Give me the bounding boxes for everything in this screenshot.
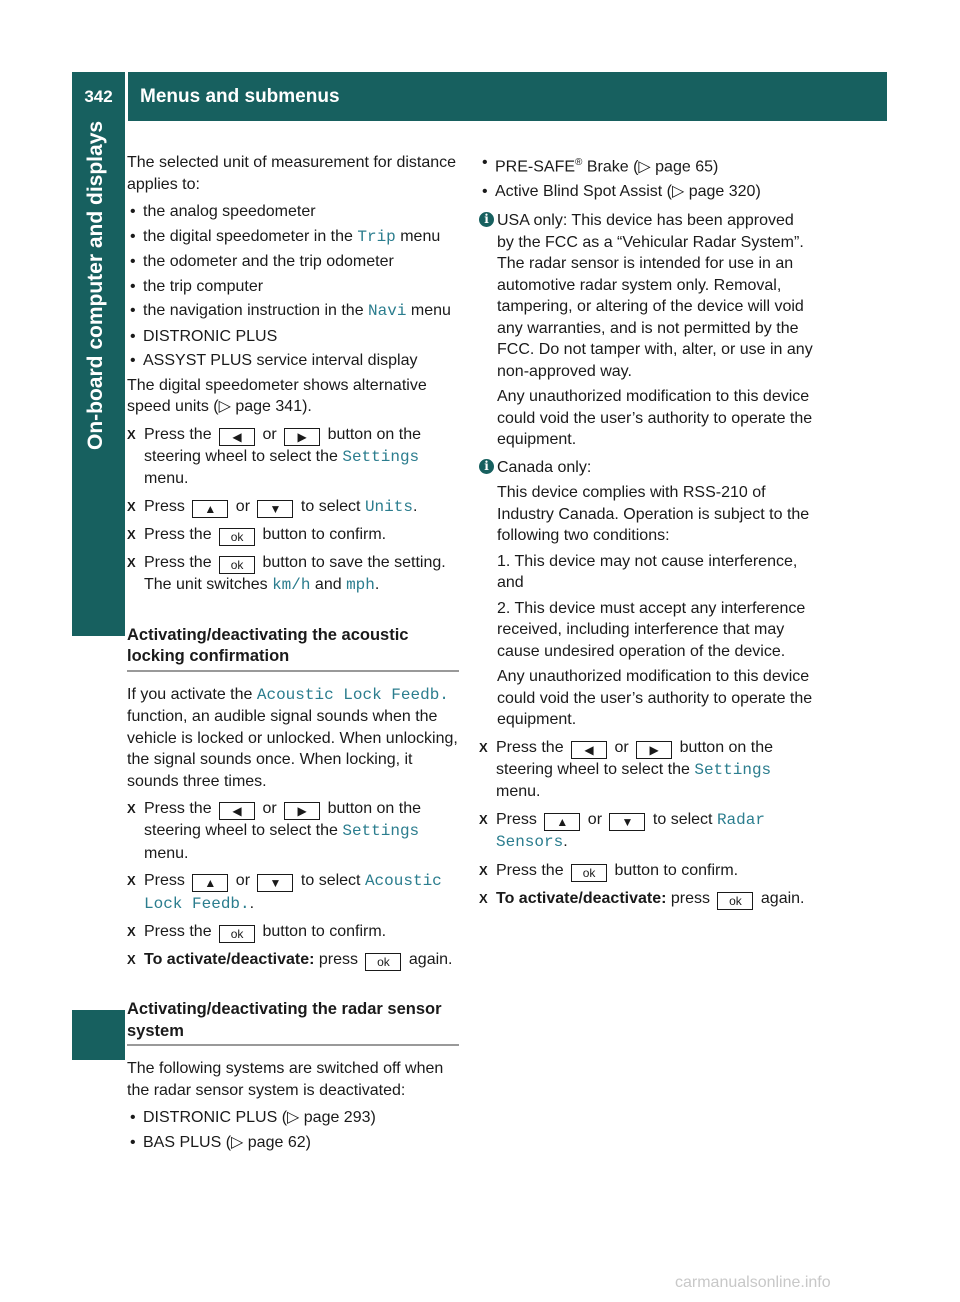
instruction-step: X To activate/deactivate: press ok again.	[479, 889, 805, 908]
section-side-tab	[72, 121, 125, 636]
step-arrow-icon: X	[479, 862, 488, 878]
ok-key-icon: ok	[219, 925, 255, 943]
list-item: • the analog speedometer	[127, 201, 459, 223]
instruction-step: X Press the ok button to confirm.	[127, 526, 387, 544]
side-marker-block	[72, 1010, 125, 1060]
instruction-step: X Press the ◀ or ▶ button on the steering wheel to select the Settings menu.	[127, 425, 422, 487]
instruction-step: X Press the ok button to confirm.	[127, 923, 387, 941]
up-key-icon: ▲	[544, 813, 580, 831]
up-key-icon: ▲	[192, 500, 228, 518]
left-key-icon: ◀	[219, 802, 255, 820]
acoustic-description: If you activate the Acoustic Lock Feedb. function, an audible signal sounds when the vehicle is locked or unlocked. When unlocking, the signal sounds once. When locking, it sounds three times.	[127, 685, 458, 790]
instruction-step: X Press the ok button to save the setting. The unit switches km/h and mph.	[127, 554, 446, 594]
info-icon: i	[479, 212, 494, 227]
step-arrow-icon: X	[127, 555, 136, 570]
ok-key-icon: ok	[717, 892, 753, 910]
list-item: • DISTRONIC PLUS (▷ page 293)	[127, 1107, 459, 1129]
step-arrow-icon: X	[127, 426, 136, 442]
instruction-step: X To activate/deactivate: press ok again.	[127, 951, 453, 969]
down-key-icon: ▼	[257, 500, 293, 518]
list-item: • the navigation instruction in the Navi menu	[127, 300, 459, 323]
instruction-step: X Press ▲ or ▼ to select Units.	[127, 497, 418, 516]
step-arrow-icon: X	[127, 527, 136, 542]
left-key-icon: ◀	[571, 741, 607, 759]
down-key-icon: ▼	[257, 874, 293, 892]
section-side-tab-label: On-board computer and displays	[84, 121, 107, 451]
page-title: Menus and submenus	[140, 85, 340, 107]
step-arrow-icon: X	[479, 739, 488, 755]
intro-text: The selected unit of measurement for distance applies to:	[127, 154, 457, 193]
step-arrow-icon: X	[127, 801, 136, 816]
instruction-step: X Press the ok button to confirm.	[479, 861, 739, 880]
right-key-icon: ▶	[636, 741, 672, 759]
down-key-icon: ▼	[609, 813, 645, 831]
section-heading-radar: Activating/deactivating the radar sensor system	[127, 999, 459, 1046]
info-icon: i	[479, 459, 494, 474]
ok-key-icon: ok	[571, 864, 607, 882]
canada-info-note: i Canada only: This device complies with RSS-210 of Industry Canada. Operation is subject to the following two conditions: 1. This device may not cause interference, and 2. This device must accept any interference received, including interference that may cause undesired operation of the device. Any unauthorized modification to this device could void the user’s authority to operate the equipment.	[479, 457, 815, 731]
step-arrow-icon: X	[127, 952, 136, 967]
radar-intro: The following systems are switched off when the radar sensor system is deactivated:	[127, 1060, 444, 1099]
instruction-step: X Press the ◀ or ▶ button on the steering wheel to select the Settings menu.	[479, 738, 774, 801]
list-item: • BAS PLUS (▷ page 62)	[127, 1132, 459, 1154]
ok-key-icon: ok	[365, 953, 401, 971]
up-key-icon: ▲	[192, 874, 228, 892]
right-key-icon: ▶	[284, 802, 320, 820]
left-column	[127, 152, 459, 1156]
ok-key-icon: ok	[219, 556, 255, 574]
step-arrow-icon: X	[127, 498, 136, 514]
step-arrow-icon: X	[479, 811, 488, 827]
page-header	[72, 72, 887, 121]
section-heading-acoustic: Activating/deactivating the acoustic locking confirmation	[127, 625, 459, 672]
list-item: • the odometer and the trip odometer	[127, 251, 459, 273]
list-item: • DISTRONIC PLUS	[127, 326, 459, 348]
list-item: • ASSYST PLUS service interval display	[127, 350, 459, 372]
right-key-icon: ▶	[284, 428, 320, 446]
header-divider	[125, 72, 128, 121]
instruction-step: X Press ▲ or ▼ to select Acoustic Lock Feedb..	[127, 872, 442, 913]
alt-units-text: The digital speedometer shows alternative speed units (▷ page 341).	[127, 376, 427, 415]
step-arrow-icon: X	[127, 924, 136, 939]
list-item: • Active Blind Spot Assist (▷ page 320)	[479, 181, 815, 203]
instruction-step: X Press the ◀ or ▶ button on the steering wheel to select the Settings menu.	[127, 800, 422, 862]
step-arrow-icon: X	[479, 890, 488, 906]
left-key-icon: ◀	[219, 428, 255, 446]
page-number: 342	[84, 86, 113, 106]
ok-key-icon: ok	[219, 528, 255, 546]
footer-watermark: carmanualsonline.info	[675, 1274, 831, 1291]
instruction-step: X Press ▲ or ▼ to select Radar Sensors.	[479, 810, 765, 852]
right-column	[479, 152, 815, 916]
usa-info-note: i USA only: This device has been approved by the FCC as a “Vehicular Radar System”. The radar sensor is intended for use in an automotive radar system only. Removal, tampering, or altering of the device will void any warranties, and is not permitted by the FCC. Do not tamper with, alter, or use in any non-approved way. Any unauthorized modification to this device could void the user’s authority to operate the equipment.	[479, 210, 815, 451]
step-arrow-icon: X	[127, 873, 136, 888]
list-item: • the trip computer	[127, 276, 459, 298]
list-item: • PRE-SAFE® Brake (▷ page 65)	[479, 152, 815, 178]
list-item: • the digital speedometer in the Trip menu	[127, 226, 459, 249]
